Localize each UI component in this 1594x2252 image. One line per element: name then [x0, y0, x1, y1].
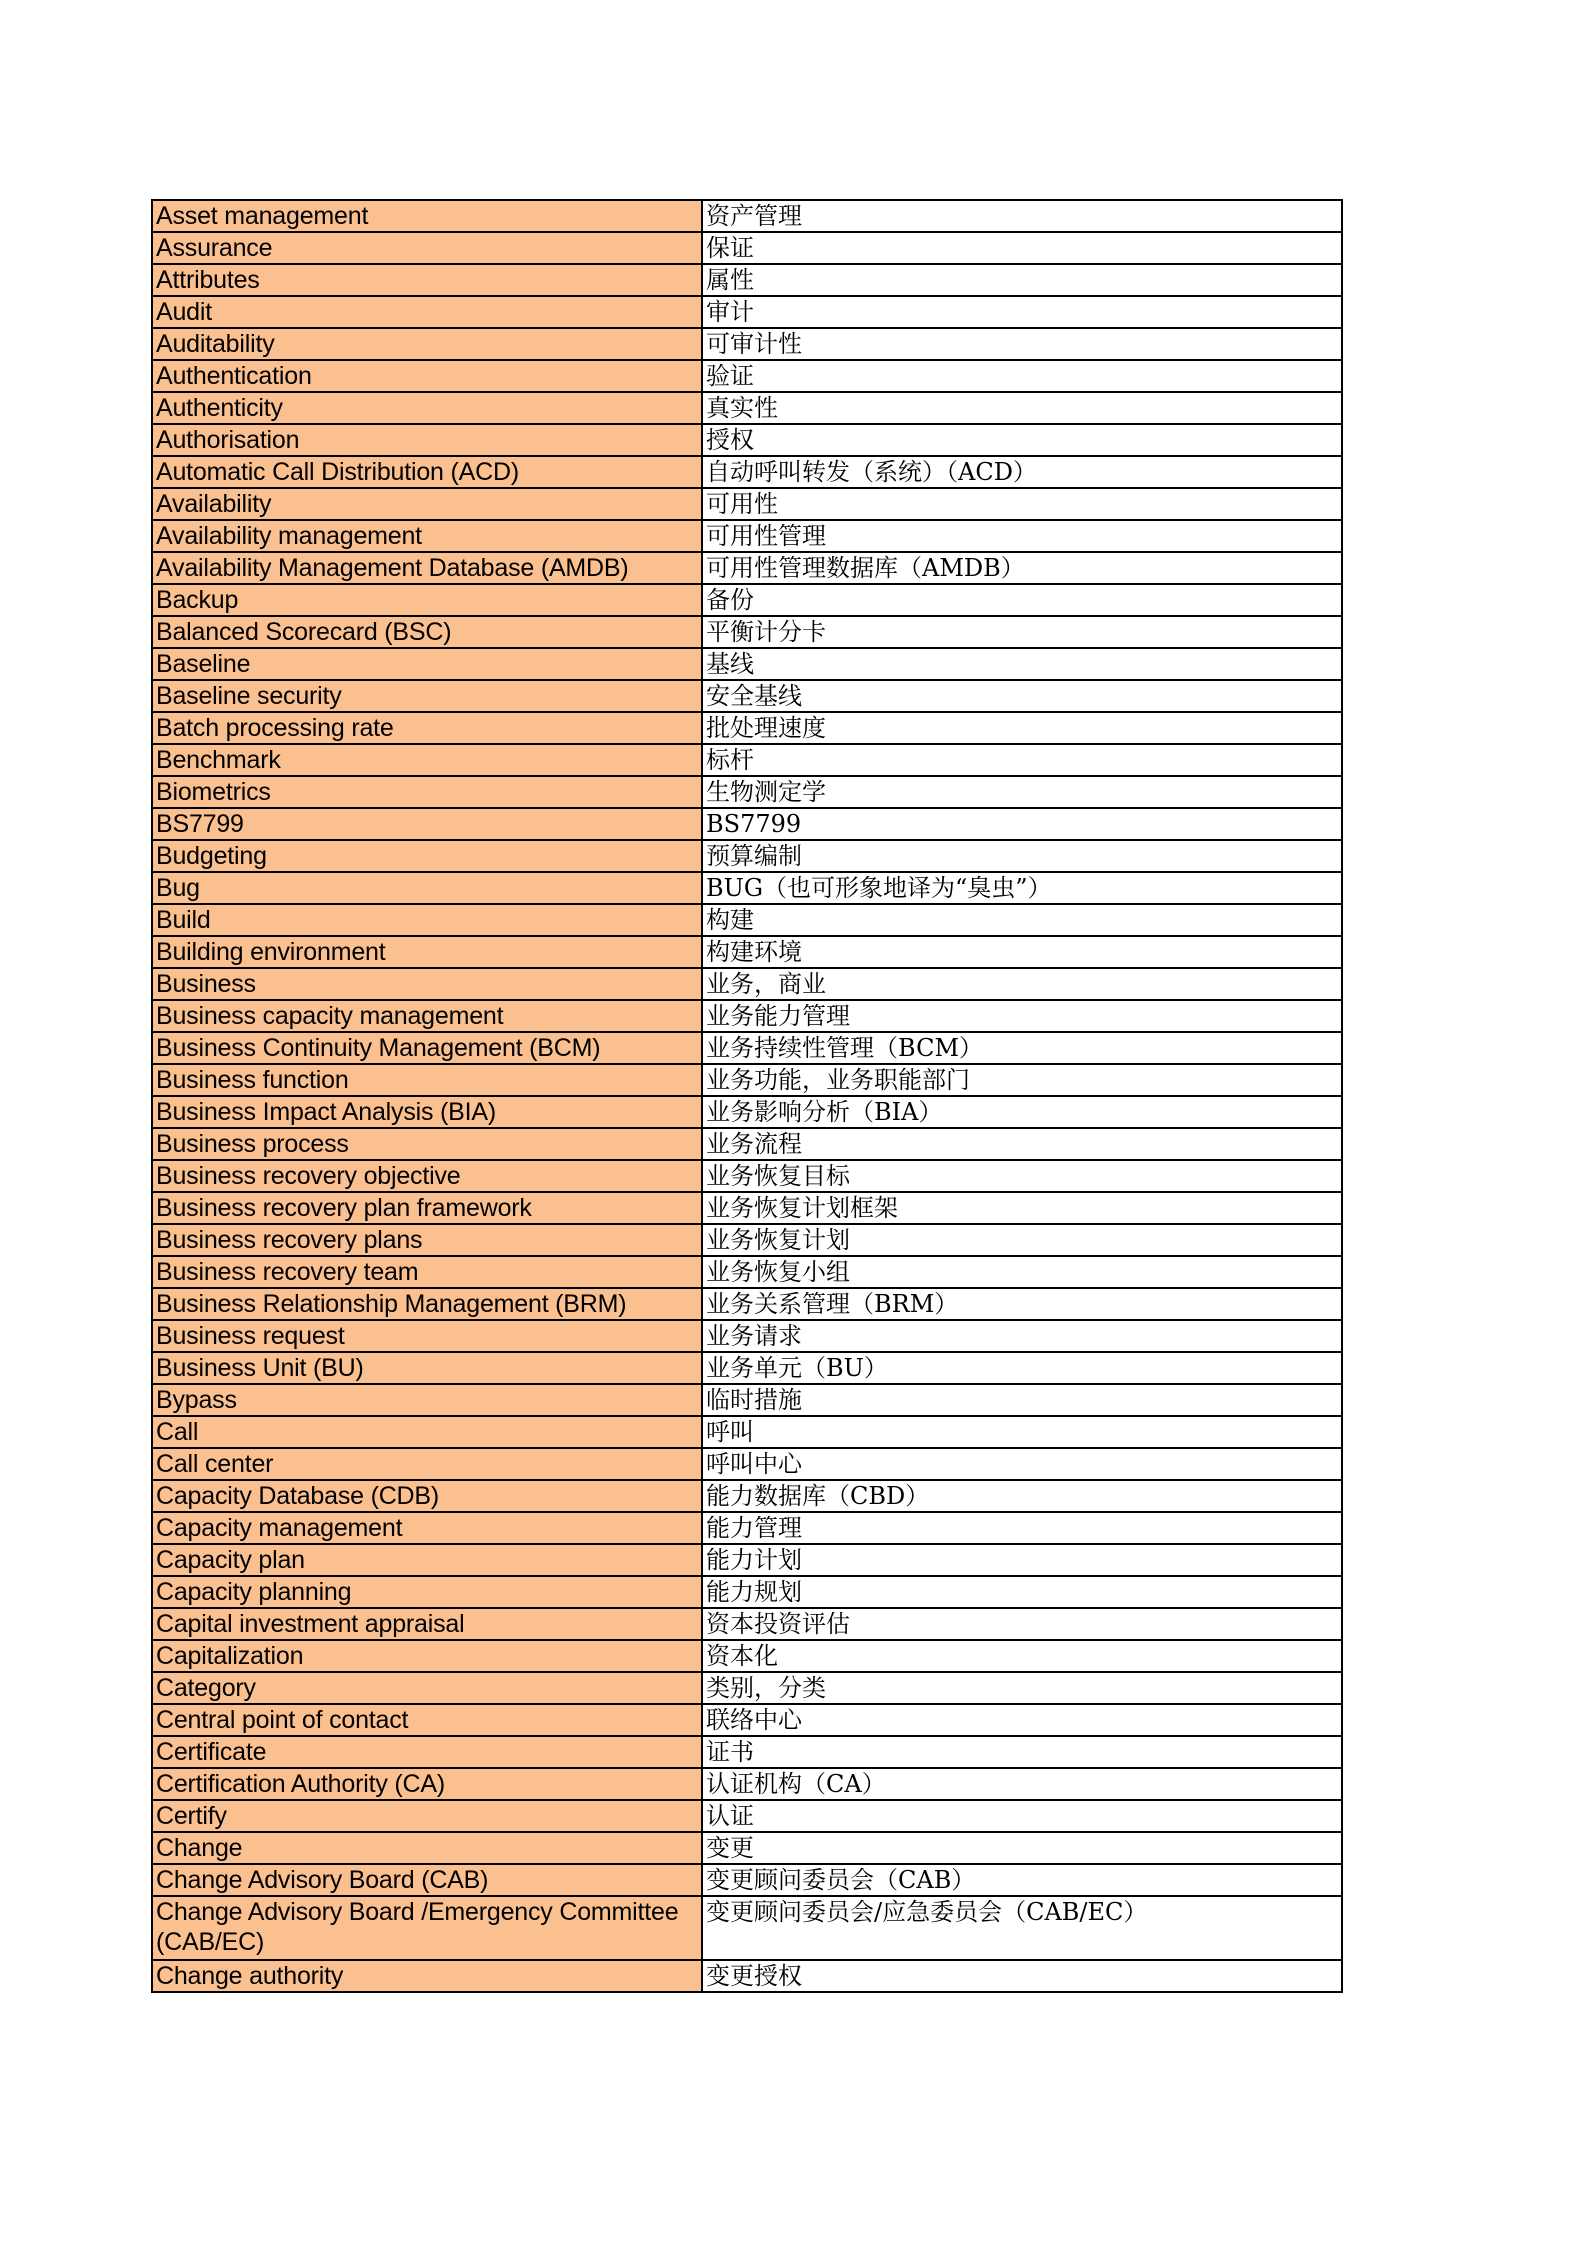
glossary-row — [152, 1832, 1342, 1864]
english-term: Capital investment appraisal — [152, 1608, 702, 1640]
english-term: Capitalization — [152, 1640, 702, 1672]
glossary-row — [152, 424, 1342, 456]
glossary-row — [152, 456, 1342, 488]
chinese-translation: 业务请求 — [702, 1320, 1342, 1352]
english-term: Auditability — [152, 328, 702, 360]
glossary-row — [152, 1736, 1342, 1768]
glossary-row — [152, 1064, 1342, 1096]
english-term: Business function — [152, 1064, 702, 1096]
glossary-row — [152, 1896, 1342, 1960]
chinese-translation: 业务恢复小组 — [702, 1256, 1342, 1288]
chinese-translation: 呼叫 — [702, 1416, 1342, 1448]
english-term: Change authority — [152, 1960, 702, 1992]
glossary-row — [152, 1384, 1342, 1416]
english-term: Authorisation — [152, 424, 702, 456]
chinese-translation: BS7799 — [702, 808, 1342, 840]
chinese-translation: 业务功能，业务职能部门 — [702, 1064, 1342, 1096]
glossary-row — [152, 1256, 1342, 1288]
chinese-translation: 属性 — [702, 264, 1342, 296]
glossary-row — [152, 360, 1342, 392]
english-term: Call center — [152, 1448, 702, 1480]
chinese-translation: 变更授权 — [702, 1960, 1342, 1992]
english-term: Business recovery plan framework — [152, 1192, 702, 1224]
chinese-translation: 真实性 — [702, 392, 1342, 424]
english-term: Availability — [152, 488, 702, 520]
chinese-translation: 临时措施 — [702, 1384, 1342, 1416]
english-term: Business recovery objective — [152, 1160, 702, 1192]
chinese-translation: 自动呼叫转发（系统）（ACD） — [702, 456, 1342, 488]
english-term: Building environment — [152, 936, 702, 968]
english-term: Biometrics — [152, 776, 702, 808]
english-term: Capacity Database (CDB) — [152, 1480, 702, 1512]
glossary-row — [152, 1960, 1342, 1992]
chinese-translation: 业务能力管理 — [702, 1000, 1342, 1032]
glossary-row — [152, 872, 1342, 904]
english-term: BS7799 — [152, 808, 702, 840]
glossary-row — [152, 200, 1342, 232]
chinese-translation: 业务恢复计划框架 — [702, 1192, 1342, 1224]
chinese-translation: 生物测定学 — [702, 776, 1342, 808]
chinese-translation: 能力数据库（CBD） — [702, 1480, 1342, 1512]
chinese-translation: 能力管理 — [702, 1512, 1342, 1544]
english-term: Business process — [152, 1128, 702, 1160]
chinese-translation: 变更顾问委员会（CAB） — [702, 1864, 1342, 1896]
chinese-translation: 保证 — [702, 232, 1342, 264]
chinese-translation: 可用性 — [702, 488, 1342, 520]
glossary-row — [152, 488, 1342, 520]
chinese-translation: 构建环境 — [702, 936, 1342, 968]
glossary-row — [152, 1704, 1342, 1736]
english-term: Backup — [152, 584, 702, 616]
english-term: Audit — [152, 296, 702, 328]
glossary-row — [152, 1032, 1342, 1064]
chinese-translation: 构建 — [702, 904, 1342, 936]
glossary-row — [152, 1096, 1342, 1128]
english-term: Automatic Call Distribution (ACD) — [152, 456, 702, 488]
glossary-row — [152, 1800, 1342, 1832]
english-term: Assurance — [152, 232, 702, 264]
glossary-row — [152, 264, 1342, 296]
chinese-translation: 预算编制 — [702, 840, 1342, 872]
chinese-translation: 基线 — [702, 648, 1342, 680]
english-term: Central point of contact — [152, 1704, 702, 1736]
glossary-row — [152, 1288, 1342, 1320]
glossary-row — [152, 1128, 1342, 1160]
glossary-row — [152, 648, 1342, 680]
english-term: Baseline security — [152, 680, 702, 712]
glossary-row — [152, 1640, 1342, 1672]
english-term: Business Impact Analysis (BIA) — [152, 1096, 702, 1128]
glossary-row — [152, 1448, 1342, 1480]
english-term: Change — [152, 1832, 702, 1864]
chinese-translation: 变更顾问委员会/应急委员会（CAB/EC） — [702, 1896, 1342, 1960]
english-term: Budgeting — [152, 840, 702, 872]
glossary-row — [152, 1416, 1342, 1448]
chinese-translation: 资本化 — [702, 1640, 1342, 1672]
chinese-translation: 证书 — [702, 1736, 1342, 1768]
english-term: Category — [152, 1672, 702, 1704]
glossary-row — [152, 296, 1342, 328]
chinese-translation: 业务影响分析（BIA） — [702, 1096, 1342, 1128]
glossary-row — [152, 1352, 1342, 1384]
glossary-row — [152, 840, 1342, 872]
english-term: Business recovery team — [152, 1256, 702, 1288]
glossary-row — [152, 1224, 1342, 1256]
english-term: Authenticity — [152, 392, 702, 424]
english-term: Business recovery plans — [152, 1224, 702, 1256]
english-term: Business Continuity Management (BCM) — [152, 1032, 702, 1064]
chinese-translation: 验证 — [702, 360, 1342, 392]
english-term: Change Advisory Board /Emergency Committee (CAB/EC) — [152, 1896, 702, 1960]
english-term: Capacity planning — [152, 1576, 702, 1608]
glossary-row — [152, 328, 1342, 360]
glossary-row — [152, 1576, 1342, 1608]
chinese-translation: BUG（也可形象地译为“臭虫”） — [702, 872, 1342, 904]
chinese-translation: 认证 — [702, 1800, 1342, 1832]
chinese-translation: 平衡计分卡 — [702, 616, 1342, 648]
glossary-body — [152, 200, 1342, 1992]
english-term: Availability management — [152, 520, 702, 552]
chinese-translation: 呼叫中心 — [702, 1448, 1342, 1480]
glossary-row — [152, 392, 1342, 424]
chinese-translation: 资产管理 — [702, 200, 1342, 232]
chinese-translation: 资本投资评估 — [702, 1608, 1342, 1640]
glossary-row — [152, 1192, 1342, 1224]
english-term: Business Unit (BU) — [152, 1352, 702, 1384]
english-term: Bypass — [152, 1384, 702, 1416]
chinese-translation: 批处理速度 — [702, 712, 1342, 744]
chinese-translation: 业务恢复计划 — [702, 1224, 1342, 1256]
glossary-row — [152, 1864, 1342, 1896]
glossary-row — [152, 712, 1342, 744]
glossary-row — [152, 744, 1342, 776]
chinese-translation: 安全基线 — [702, 680, 1342, 712]
english-term: Bug — [152, 872, 702, 904]
chinese-translation: 业务恢复目标 — [702, 1160, 1342, 1192]
chinese-translation: 业务流程 — [702, 1128, 1342, 1160]
english-term: Capacity management — [152, 1512, 702, 1544]
chinese-translation: 联络中心 — [702, 1704, 1342, 1736]
chinese-translation: 授权 — [702, 424, 1342, 456]
english-term: Certificate — [152, 1736, 702, 1768]
english-term: Availability Management Database (AMDB) — [152, 552, 702, 584]
chinese-translation: 类别，分类 — [702, 1672, 1342, 1704]
glossary-row — [152, 232, 1342, 264]
glossary-row — [152, 1672, 1342, 1704]
english-term: Attributes — [152, 264, 702, 296]
english-term: Balanced Scorecard (BSC) — [152, 616, 702, 648]
glossary-row — [152, 936, 1342, 968]
glossary-row — [152, 616, 1342, 648]
english-term: Capacity plan — [152, 1544, 702, 1576]
english-term: Business Relationship Management (BRM) — [152, 1288, 702, 1320]
chinese-translation: 可审计性 — [702, 328, 1342, 360]
english-term: Benchmark — [152, 744, 702, 776]
english-term: Authentication — [152, 360, 702, 392]
glossary-row — [152, 1480, 1342, 1512]
english-term: Baseline — [152, 648, 702, 680]
chinese-translation: 备份 — [702, 584, 1342, 616]
english-term: Call — [152, 1416, 702, 1448]
glossary-row — [152, 584, 1342, 616]
english-term: Batch processing rate — [152, 712, 702, 744]
english-term: Certification Authority (CA) — [152, 1768, 702, 1800]
english-term: Business capacity management — [152, 1000, 702, 1032]
glossary-row — [152, 1768, 1342, 1800]
chinese-translation: 变更 — [702, 1832, 1342, 1864]
glossary-row — [152, 1608, 1342, 1640]
english-term: Change Advisory Board (CAB) — [152, 1864, 702, 1896]
chinese-translation: 标杆 — [702, 744, 1342, 776]
chinese-translation: 审计 — [702, 296, 1342, 328]
glossary-row — [152, 552, 1342, 584]
chinese-translation: 可用性管理 — [702, 520, 1342, 552]
chinese-translation: 认证机构（CA） — [702, 1768, 1342, 1800]
glossary-row — [152, 1544, 1342, 1576]
chinese-translation: 能力计划 — [702, 1544, 1342, 1576]
glossary-row — [152, 520, 1342, 552]
glossary-table — [151, 199, 1343, 1993]
glossary-row — [152, 680, 1342, 712]
glossary-row — [152, 1512, 1342, 1544]
english-term: Asset management — [152, 200, 702, 232]
glossary-row — [152, 1160, 1342, 1192]
english-term: Build — [152, 904, 702, 936]
chinese-translation: 可用性管理数据库（AMDB） — [702, 552, 1342, 584]
glossary-row — [152, 1000, 1342, 1032]
english-term: Business — [152, 968, 702, 1000]
glossary-row — [152, 968, 1342, 1000]
glossary-row — [152, 776, 1342, 808]
glossary-row — [152, 1320, 1342, 1352]
chinese-translation: 能力规划 — [702, 1576, 1342, 1608]
english-term: Certify — [152, 1800, 702, 1832]
chinese-translation: 业务，商业 — [702, 968, 1342, 1000]
glossary-row — [152, 808, 1342, 840]
chinese-translation: 业务单元（BU） — [702, 1352, 1342, 1384]
chinese-translation: 业务持续性管理（BCM） — [702, 1032, 1342, 1064]
glossary-row — [152, 904, 1342, 936]
chinese-translation: 业务关系管理（BRM） — [702, 1288, 1342, 1320]
english-term: Business request — [152, 1320, 702, 1352]
